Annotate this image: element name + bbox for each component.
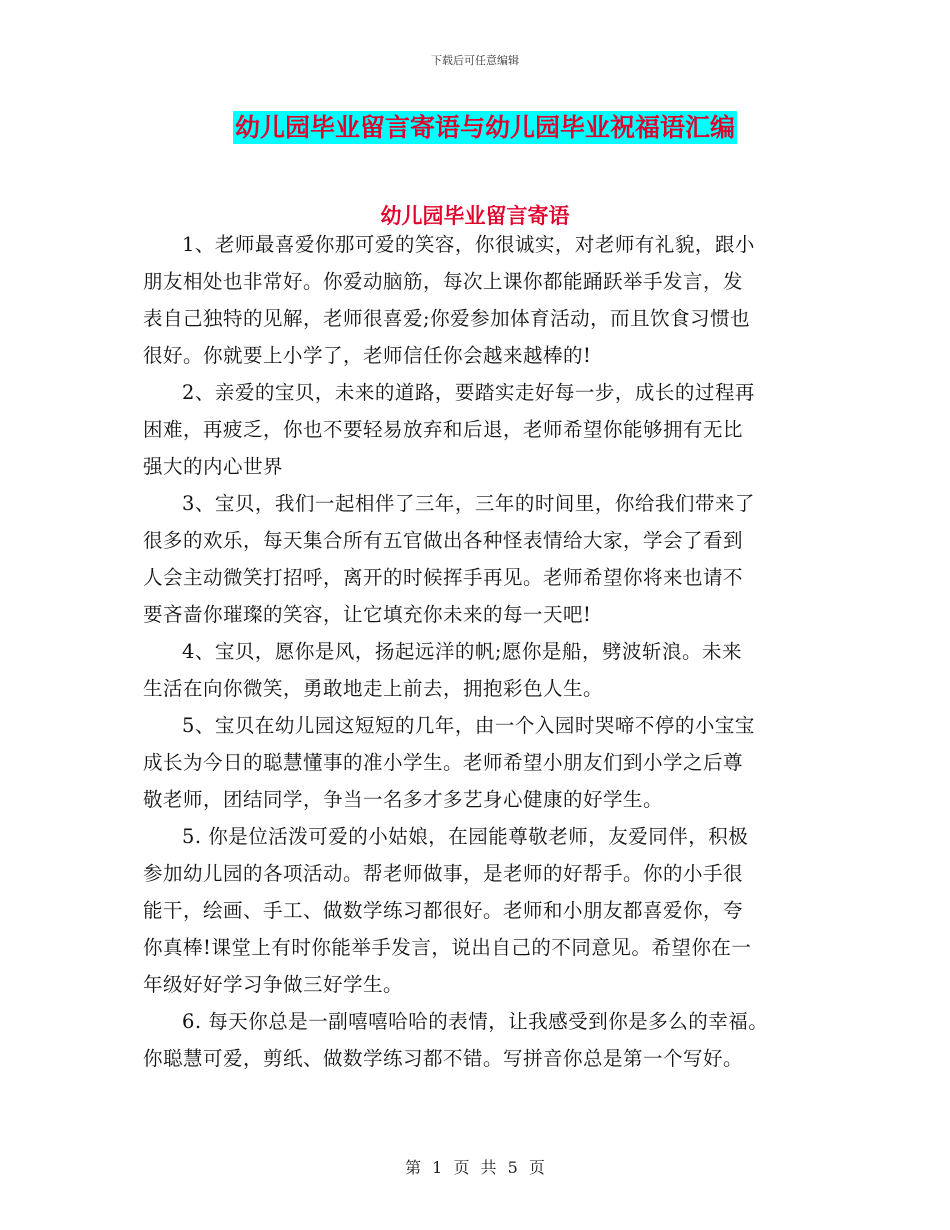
paragraph-line: 5. 你是位活泼可爱的小姑娘，在园能尊敬老师，友爱同伴，积极 — [182, 825, 749, 848]
paragraph-line: 成长为今日的聪慧懂事的准小学生。老师希望小朋友们到小学之后尊 — [143, 751, 744, 774]
paragraph-line: 你聪慧可爱，剪纸、做数学练习都不错。写拼音你总是第一个写好。 — [143, 1047, 744, 1070]
paragraph-line: 5、宝贝在幼儿园这短短的几年，由一个入园时哭啼不停的小宝宝 — [182, 714, 755, 737]
paragraph-line: 6. 每天你总是一副嘻嘻哈哈的表情，让我感受到你是多么的幸福。 — [182, 1010, 769, 1033]
paragraph-line: 4、宝贝，愿你是风，扬起远洋的帆;愿你是船，劈波斩浪。未来 — [182, 640, 742, 663]
paragraph-line: 表自己独特的见解，老师很喜爱;你爱参加体育活动，而且饮食习惯也 — [143, 307, 751, 330]
document-body — [143, 226, 815, 1077]
paragraph-line: 2、亲爱的宝贝，未来的道路，要踏实走好每一步，成长的过程再 — [182, 381, 755, 404]
paragraph — [143, 1003, 815, 1077]
paragraph-line: 困难，再疲乏，你也不要轻易放弃和后退，老师希望你能够拥有无比 — [143, 418, 744, 441]
paragraph-line: 强大的内心世界 — [143, 455, 284, 478]
page-footer: 第 1 页 共 5 页 — [405, 1158, 545, 1177]
paragraph-line: 你真棒!课堂上有时你能举手发言，说出自己的不同意见。希望你在一 — [143, 936, 752, 959]
paragraph-line: 很好。你就要上小学了，老师信任你会越来越棒的! — [143, 344, 592, 367]
paragraph — [143, 485, 815, 633]
section-title: 幼儿园毕业留言寄语 — [380, 204, 570, 228]
paragraph-line: 要吝啬你璀璨的笑容，让它填充你未来的每一天吧! — [143, 603, 592, 626]
paragraph — [143, 633, 815, 707]
paragraph-line: 1、老师最喜爱你那可爱的笑容，你很诚实，对老师有礼貌，跟小 — [182, 233, 755, 256]
paragraph — [143, 707, 815, 818]
paragraph-line: 很多的欢乐，每天集合所有五官做出各种怪表情给大家，学会了看到 — [143, 529, 744, 552]
paragraph — [143, 374, 815, 485]
document-title: 幼儿园毕业留言寄语与幼儿园毕业祝福语汇编 — [235, 113, 736, 142]
paragraph-line: 朋友相处也非常好。你爱动脑筋，每次上课你都能踊跃举手发言，发 — [143, 270, 744, 293]
paragraph-line: 参加幼儿园的各项活动。帮老师做事，是老师的好帮手。你的小手很 — [143, 862, 744, 885]
paragraph-line: 年级好好学习争做三好学生。 — [143, 973, 404, 996]
paragraph-line: 能干，绘画、手工、做数学练习都很好。老师和小朋友都喜爱你，夸 — [143, 899, 744, 922]
paragraph-line: 生活在向你微笑，勇敢地走上前去，拥抱彩色人生。 — [143, 677, 604, 700]
paragraph — [143, 818, 815, 1003]
page-header: 下载后可任意编辑 — [431, 54, 519, 67]
paragraph-line: 人会主动微笑打招呼，离开的时候挥手再见。老师希望你将来也请不 — [143, 566, 744, 589]
paragraph-line: 3、宝贝，我们一起相伴了三年，三年的时间里，你给我们带来了 — [182, 492, 755, 515]
paragraph — [143, 226, 815, 374]
paragraph-line: 敬老师，团结同学，争当一名多才多艺身心健康的好学生。 — [143, 788, 664, 811]
